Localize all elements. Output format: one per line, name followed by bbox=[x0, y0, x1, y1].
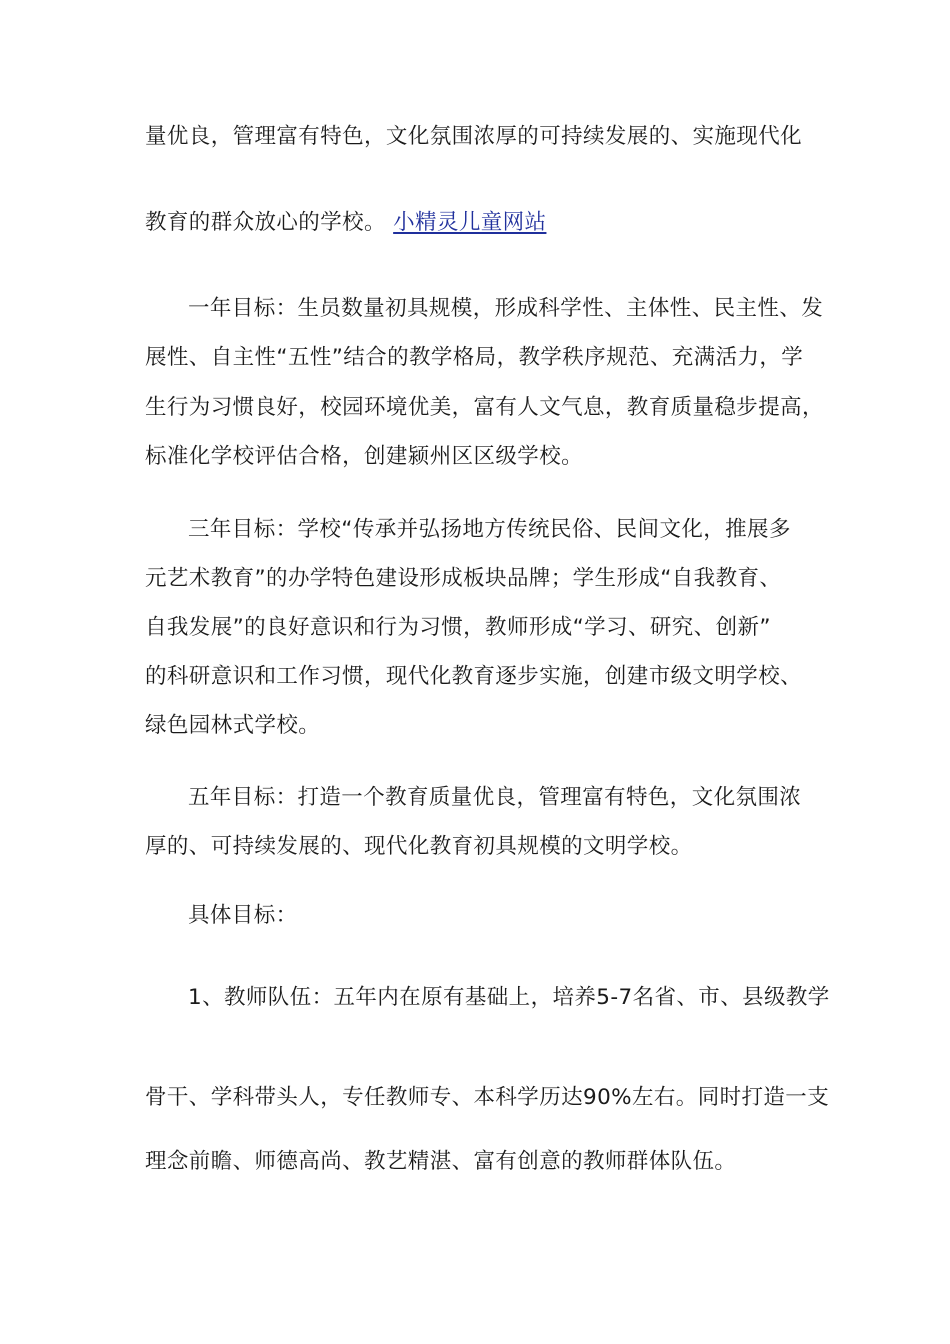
one-year-goal-line-4: 标准化学校评估合格，创建颍州区区级学校。 bbox=[145, 444, 584, 469]
five-year-goal-line-2: 厚的、可持续发展的、现代化教育初具规模的文明学校。 bbox=[145, 834, 693, 859]
teacher-team-line-2: 骨干、学科带头人，专任教师专、本科学历达90%左右。同时打造一支 bbox=[145, 1085, 830, 1110]
three-year-goal-line-2: 元艺术教育”的办学特色建设形成板块品牌；学生形成“自我教育、 bbox=[145, 566, 782, 591]
one-year-goal-line-3: 生行为习惯良好，校园环境优美，富有人文气息，教育质量稳步提高， bbox=[145, 395, 824, 420]
children-website-link[interactable]: 小精灵儿童网站 bbox=[393, 210, 547, 235]
five-year-goal-line-1: 五年目标：打造一个教育质量优良，管理富有特色，文化氛围浓 bbox=[188, 785, 802, 810]
teacher-team-line-1: 1、教师队伍：五年内在原有基础上，培养5-7名省、市、县级教学 bbox=[188, 985, 830, 1010]
three-year-goal-line-1: 三年目标：学校“传承并弘扬地方传统民俗、民间文化，推展多 bbox=[188, 517, 791, 542]
teacher-team-line-3: 理念前瞻、师德高尚、教艺精湛、富有创意的教师群体队伍。 bbox=[145, 1149, 737, 1174]
intro-line-2 bbox=[145, 208, 810, 238]
intro-text: 教育的群众放心的学校。 bbox=[145, 210, 386, 235]
intro-line-1: 量优良，管理富有特色，文化氛围浓厚的可持续发展的、实施现代化 bbox=[145, 124, 803, 149]
three-year-goal-line-4: 的科研意识和工作习惯，现代化教育逐步实施，创建市级文明学校、 bbox=[145, 664, 803, 689]
one-year-goal-line-1: 一年目标：生员数量初具规模，形成科学性、主体性、民主性、发 bbox=[188, 296, 824, 321]
specific-goals-heading: 具体目标： bbox=[188, 903, 298, 928]
three-year-goal-line-3: 自我发展”的良好意识和行为习惯，教师形成“学习、研究、创新” bbox=[145, 615, 771, 640]
three-year-goal-line-5: 绿色园林式学校。 bbox=[145, 713, 321, 738]
one-year-goal-line-2: 展性、自主性“五性”结合的教学格局，教学秩序规范、充满活力，学 bbox=[145, 345, 804, 370]
